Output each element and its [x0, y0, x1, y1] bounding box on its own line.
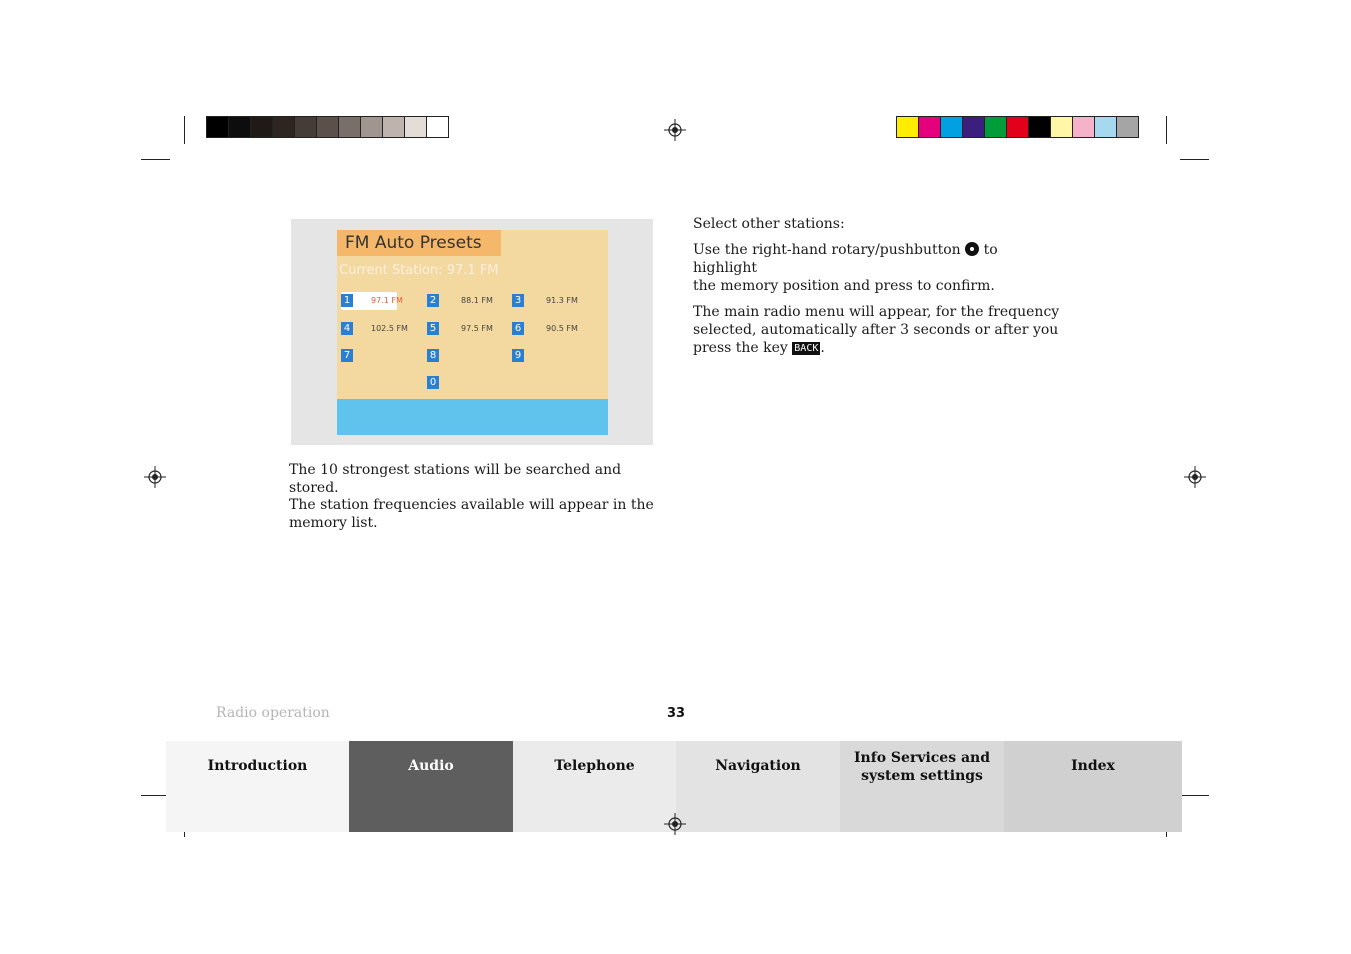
color-swatch [405, 117, 427, 137]
tab-label: Audio [408, 758, 454, 774]
preset-number: 0 [427, 376, 439, 389]
figure-caption [289, 462, 659, 532]
color-swatch [427, 117, 448, 137]
preset-number: 9 [512, 349, 524, 362]
color-swatch [273, 117, 295, 137]
color-swatch [897, 117, 919, 137]
section-label: Radio operation [216, 705, 330, 721]
preset-slot[interactable] [341, 292, 403, 310]
tab-label: Navigation [715, 758, 801, 774]
tab-label: system settings [861, 768, 983, 784]
tab-label: Introduction [207, 758, 308, 774]
tab-info[interactable] [840, 741, 1004, 832]
tab-introduction[interactable] [166, 741, 349, 832]
tab-label: Index [1071, 758, 1115, 774]
back-key-icon: BACK [794, 343, 819, 354]
preset-slot[interactable] [427, 320, 507, 338]
tab-label: Info Services and [853, 750, 991, 766]
registration-mark-icon [1184, 466, 1206, 488]
fm-presets-screen [337, 230, 608, 435]
color-swatch [985, 117, 1007, 137]
caption-line: The station frequencies available will appear in the [289, 497, 654, 513]
instruction-text: selected, automatically after 3 seconds or after you [693, 322, 1059, 338]
preset-frequency: 97.1 FM [371, 296, 403, 305]
color-swatch [1029, 117, 1051, 137]
tab-navigation[interactable] [676, 741, 840, 832]
page-number: 33 [666, 706, 686, 721]
preset-number: 7 [341, 349, 353, 362]
color-swatch [207, 117, 229, 137]
instruction-text: press the key [693, 340, 788, 356]
preset-frequency: 91.3 FM [546, 296, 578, 305]
screen-status-bar [337, 399, 608, 435]
instruction-paragraph [693, 303, 1063, 357]
color-swatch-bar [896, 116, 1139, 138]
crop-mark [1166, 116, 1167, 144]
preset-slot[interactable] [427, 347, 507, 365]
color-swatch [383, 117, 405, 137]
color-swatch [1095, 117, 1117, 137]
current-station: Current Station: 97.1 FM [339, 263, 499, 278]
preset-slot[interactable] [341, 320, 421, 338]
preset-number: 1 [341, 294, 353, 307]
color-swatch [941, 117, 963, 137]
preset-frequency: 97.5 FM [461, 324, 493, 333]
preset-frequency: 90.5 FM [546, 324, 578, 333]
preset-slot[interactable] [512, 292, 592, 310]
preset-slot[interactable] [341, 347, 421, 365]
preset-number: 8 [427, 349, 439, 362]
preset-slot[interactable] [427, 374, 507, 392]
caption-line: The 10 strongest stations will be searched and stored. [289, 462, 622, 496]
color-swatch [1073, 117, 1095, 137]
preset-frequency: 102.5 FM [371, 324, 408, 333]
tab-telephone[interactable] [513, 741, 676, 832]
preset-slot[interactable] [427, 292, 507, 310]
tab-label: Telephone [554, 758, 635, 774]
caption-line: memory list. [289, 514, 378, 531]
crop-mark [1180, 159, 1209, 160]
tab-index[interactable] [1004, 741, 1182, 832]
instructions-heading: Select other stations: [693, 216, 845, 232]
preset-frequency: 88.1 FM [461, 296, 493, 305]
preset-number: 3 [512, 294, 524, 307]
crop-mark [1180, 795, 1209, 796]
instruction-paragraph [693, 241, 1063, 295]
color-swatch [251, 117, 273, 137]
instruction-text: . [820, 340, 825, 356]
color-swatch [1007, 117, 1029, 137]
color-swatch [963, 117, 985, 137]
color-swatch [1051, 117, 1073, 137]
registration-mark-icon [664, 119, 686, 141]
preset-slot[interactable] [512, 347, 592, 365]
color-swatch [295, 117, 317, 137]
registration-mark-icon [664, 813, 686, 835]
radio-screen-figure [291, 219, 653, 445]
preset-slot[interactable] [512, 320, 592, 338]
instruction-text: to highlight [693, 242, 998, 276]
rotary-pushbutton-icon [965, 242, 979, 256]
preset-number: 6 [512, 322, 524, 335]
gray-swatch-bar [206, 116, 449, 138]
color-swatch [1117, 117, 1138, 137]
preset-number: 2 [427, 294, 439, 307]
instruction-text: The main radio menu will appear, for the frequency [693, 304, 1060, 320]
crop-mark [141, 159, 170, 160]
color-swatch [339, 117, 361, 137]
crop-mark [184, 116, 185, 144]
instruction-text: Use the right-hand rotary/pushbutton [693, 242, 961, 258]
screen-title: FM Auto Presets [337, 230, 501, 256]
instructions [693, 215, 1063, 365]
color-swatch [919, 117, 941, 137]
color-swatch [229, 117, 251, 137]
tab-audio[interactable] [349, 741, 513, 832]
preset-number: 5 [427, 322, 439, 335]
color-swatch [317, 117, 339, 137]
instruction-text: the memory position and press to confirm. [693, 278, 995, 294]
color-swatch [361, 117, 383, 137]
registration-mark-icon [144, 466, 166, 488]
preset-number: 4 [341, 322, 353, 335]
